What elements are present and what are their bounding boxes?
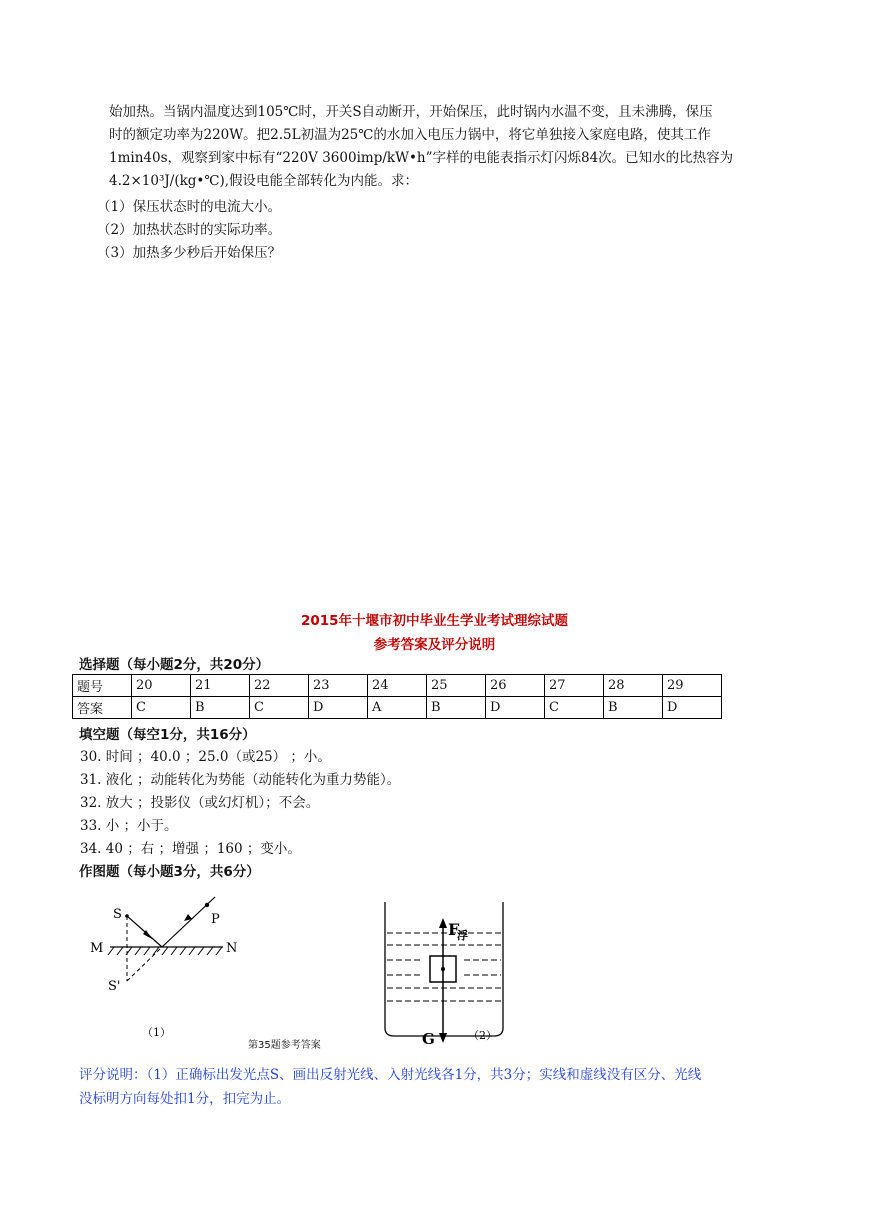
figure-2-buoyancy: [378, 898, 518, 1050]
problem-text: [109, 101, 733, 193]
figure-2-caption: （2）: [468, 1029, 497, 1042]
table-cell: 26: [486, 675, 545, 697]
label-f: F: [448, 920, 460, 939]
table-cell: 29: [663, 675, 722, 697]
label-n: N: [226, 941, 238, 956]
scoring-note-line: 没标明方向每处扣1分，扣完为止。: [79, 1091, 291, 1107]
figure-caption: 第35题参考答案: [248, 1040, 321, 1051]
problem-line: 始加热。当锅内温度达到105℃时，开关S自动断开，开始保压，此时锅内水温不变，且未沸腾，保压: [109, 104, 713, 120]
problem-line: 1min40s，观察到家中标有“220V 3600imp/kW•h”字样的电能表指示灯闪烁84次。已知水的比热容为: [109, 150, 734, 166]
label-f-sub: 浮: [457, 929, 468, 942]
scoring-note-line: 评分说明：（1）正确标出发光点S、画出反射光线、入射光线各1分，共3分；实线和虚线没有区分、光线: [79, 1067, 702, 1083]
scoring-note: [79, 1063, 701, 1111]
table-cell: 23: [309, 675, 368, 697]
problem-line: 4.2×10³J/(kg•℃),假设电能全部转化为内能。求：: [109, 173, 419, 189]
table-cell: B: [604, 697, 663, 719]
problem-line: 时的额定功率为220W。把2.5L初温为25℃的水加入电压力锅中，将它单独接入家庭电路，使其工作: [109, 127, 711, 143]
table-cell: B: [191, 697, 250, 719]
choice-section-heading: 选择题（每小题2分，共20分）: [79, 657, 270, 673]
table-cell: C: [545, 697, 604, 719]
label-g: G: [422, 1030, 435, 1048]
answer-table: [72, 674, 722, 719]
label-s-prime: S': [108, 979, 121, 994]
table-cell: A: [368, 697, 427, 719]
row-label: 题号: [73, 675, 132, 697]
question-3: （3）加热多少秒后开始保压？: [97, 245, 282, 261]
fill-answer-30: 30. 时间 ；40.0 ；25.0（或25） ；小。: [80, 749, 331, 765]
table-cell: C: [132, 697, 191, 719]
question-1: （1）保压状态时的电流大小。: [97, 199, 282, 215]
label-p: P: [211, 912, 220, 927]
table-cell: C: [250, 697, 309, 719]
table-cell: D: [486, 697, 545, 719]
table-cell: 25: [427, 675, 486, 697]
drawing-section-heading: 作图题（每小题3分，共6分）: [79, 864, 260, 880]
fill-section-heading: 填空题（每空1分，共16分）: [79, 727, 256, 743]
table-cell: D: [663, 697, 722, 719]
answer-key-subtitle: 参考答案及评分说明: [373, 637, 496, 653]
fill-answer-31: 31. 液化 ；动能转化为势能（动能转化为重力势能）。: [80, 772, 401, 788]
table-cell: D: [309, 697, 368, 719]
figure-1-caption: （1）: [142, 1026, 171, 1039]
table-cell: 22: [250, 675, 309, 697]
table-cell: 27: [545, 675, 604, 697]
label-m: M: [90, 941, 104, 956]
table-cell: 24: [368, 675, 427, 697]
table-cell: 20: [132, 675, 191, 697]
problem-questions: [97, 196, 281, 265]
table-cell: 21: [191, 675, 250, 697]
table-row: [73, 675, 722, 697]
fill-answer-33: 33. 小 ；小于。: [80, 818, 178, 834]
row-label: 答案: [73, 697, 132, 719]
table-row: [73, 697, 722, 719]
question-2: （2）加热状态时的实际功率。: [97, 222, 282, 238]
fill-answer-34: 34. 40 ；右 ；增强 ；160 ；变小。: [80, 841, 301, 857]
label-s: S: [113, 907, 122, 922]
table-cell: 28: [604, 675, 663, 697]
table-cell: B: [427, 697, 486, 719]
answer-key-title: 2015年十堰市初中毕业生学业考试理综试题: [300, 613, 569, 629]
figure-1-reflection: [80, 895, 250, 1045]
fill-answer-32: 32. 放大 ；投影仪（或幻灯机）；不会。: [80, 795, 320, 811]
